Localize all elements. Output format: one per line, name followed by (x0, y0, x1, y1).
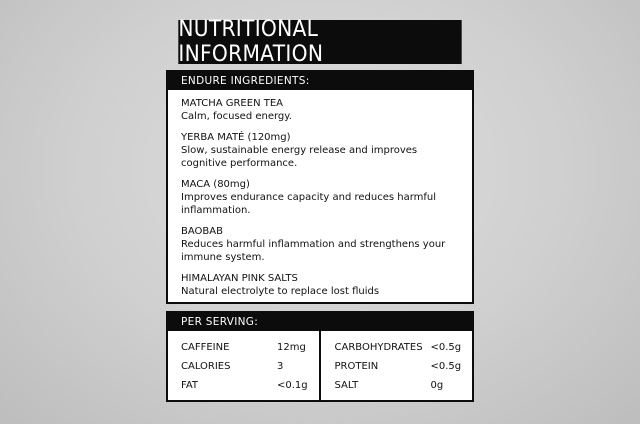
nutrient-value: 0g (430, 380, 444, 391)
serving-table (168, 331, 472, 402)
ingredient-description: Slow, sustainable energy release and improves cognitive performance. (181, 145, 418, 169)
ingredients-panel (166, 70, 474, 304)
table-row (181, 357, 319, 376)
ingredient-description: Natural electrolyte to replace lost fluids (181, 286, 380, 297)
ingredient-name: MATCHA GREEN TEA (181, 98, 283, 109)
nutrient-value: 3 (277, 361, 284, 372)
ingredient-description: Calm, focused energy. (181, 111, 292, 122)
nutrient-value: <0.5g (430, 361, 462, 372)
ingredient-name: MACA (80mg) (181, 179, 250, 190)
nutrient-label: CAFFEINE (181, 342, 230, 353)
table-row (335, 376, 473, 395)
ingredient-description: Reduces harmful inflammation and strengthens your immune system. (181, 239, 446, 263)
ingredients-header: ENDURE INGREDIENTS: (168, 72, 472, 90)
ingredient-item (181, 272, 460, 298)
ingredients-list (168, 90, 472, 298)
nutrient-label: SALT (334, 380, 359, 391)
serving-panel (166, 311, 474, 402)
serving-column-right (319, 331, 473, 402)
nutrient-value: 12mg (277, 342, 306, 353)
ingredient-item (181, 225, 460, 264)
ingredient-item (181, 97, 460, 123)
nutrient-value: <0.1g (277, 380, 308, 391)
nutrient-label: CALORIES (181, 361, 231, 372)
nutrient-value: <0.5g (430, 342, 462, 353)
nutrient-label: FAT (181, 380, 199, 391)
serving-column-left (168, 331, 319, 402)
ingredient-name: YERBA MATÉ (120mg) (181, 132, 291, 143)
ingredient-item (181, 131, 460, 170)
table-row (335, 338, 473, 357)
table-row (335, 357, 473, 376)
ingredient-description: Improves endurance capacity and reduces harmful inflammation. (181, 192, 437, 216)
serving-header: PER SERVING: (168, 313, 472, 331)
table-row (181, 376, 319, 395)
nutrient-label: PROTEIN (334, 361, 379, 372)
ingredient-name: BAOBAB (181, 226, 223, 237)
page-title: NUTRITIONAL INFORMATION (178, 20, 461, 64)
nutrient-label: CARBOHYDRATES (334, 342, 423, 353)
table-row (181, 338, 319, 357)
ingredient-item (181, 178, 460, 217)
ingredient-name: HIMALAYAN PINK SALTS (181, 273, 298, 284)
